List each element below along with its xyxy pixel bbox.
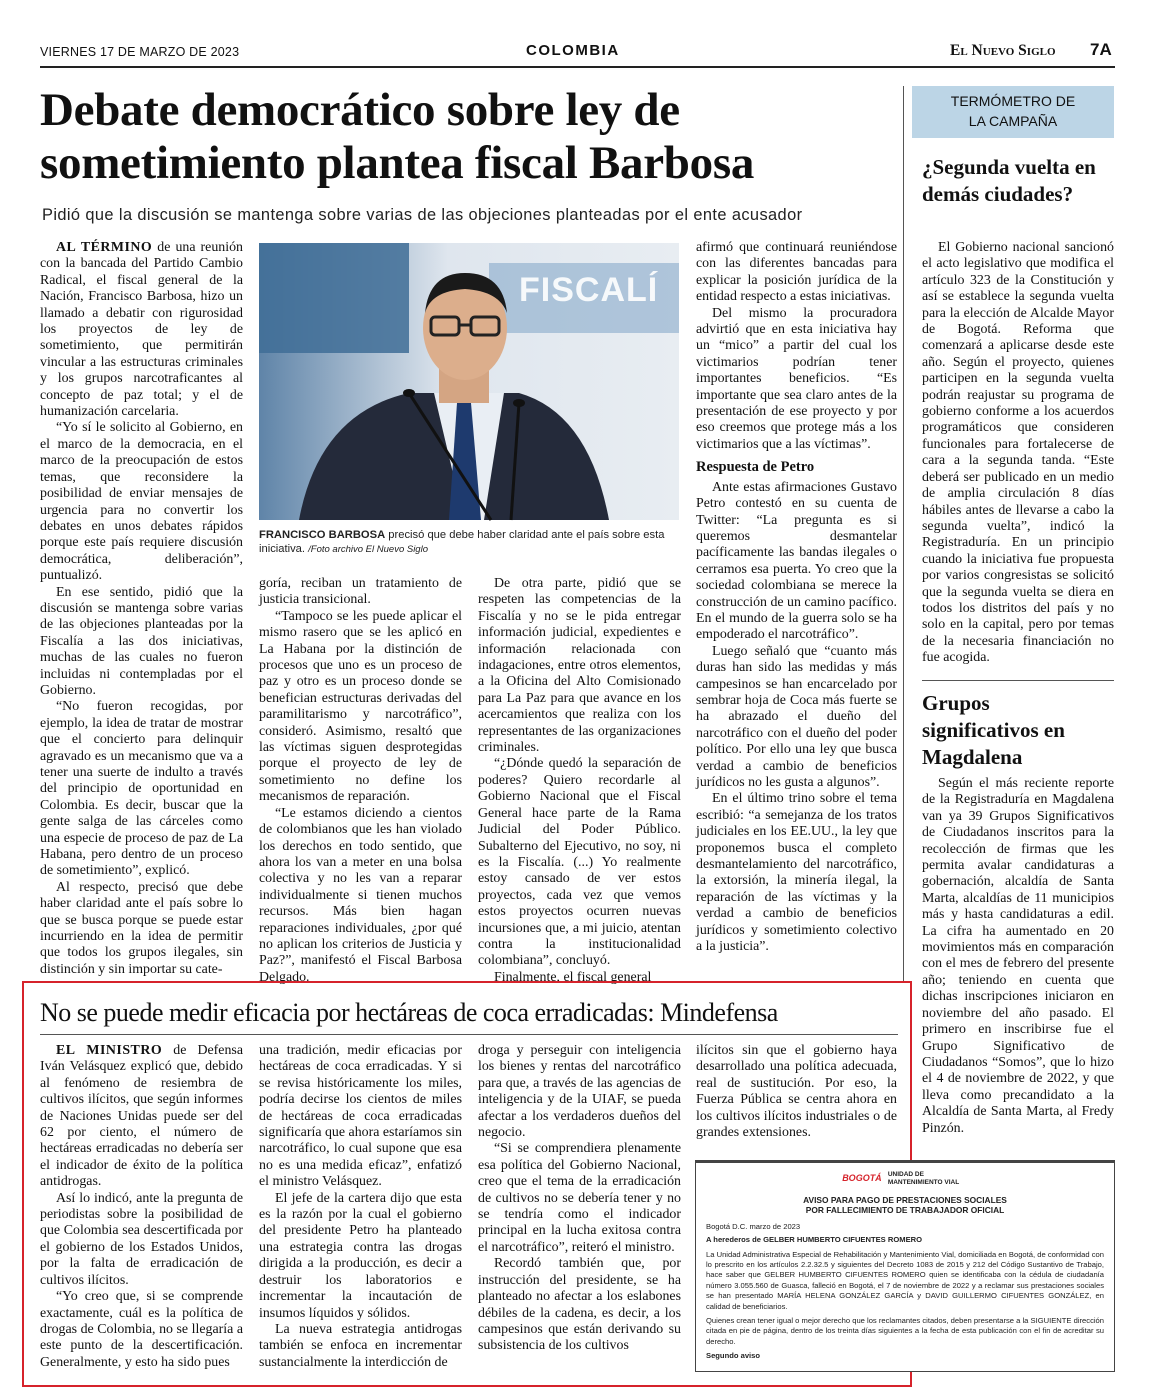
- paragraph: En ese sentido, pidió que la discusión se mantenga sobre varias de las objeciones planteadas por la Fiscalía a las dos iniciativas, muchas de las cuales no fueron incluidas ni contempladas por el Gobierno.: [40, 584, 243, 698]
- article-photo: [259, 243, 679, 520]
- article2-rule: [40, 1034, 898, 1035]
- section-subhead: Respuesta de Petro: [696, 459, 815, 476]
- paragraph: Recordó también que, por instrucción del presidente, se ha planteado no afectar a los eslabones débiles de la cadena, es decir, a los campesinos que están derivando su subsistencia de los cultivos: [478, 1256, 681, 1354]
- paragraph: Ante estas afirmaciones Gustavo Petro contestó en su cuenta de Twitter: “La pregunta es si queremos desmantelar pacíficamente las bandas ilegales o cerramos esa puerta. Yo creo que la sociedad colombiana se merece la construcción de un camino pacífico. En el mundo de la guerra solo se ha empoderado el narcotráfico”.: [696, 479, 897, 643]
- sidebar-tag-text: TERMÓMETRO DE LA CAMPAÑA: [950, 93, 1076, 129]
- article2-column-3: [478, 1043, 681, 1373]
- photo-caption: [259, 528, 679, 557]
- notice-title-1: AVISO PARA PAGO DE PRESTACIONES SOCIALES: [803, 1195, 1007, 1205]
- paragraph: “Yo sí le solicito al Gobierno, en el marco de la democracia, en el marco de la preocupación de estos temas, que reconsidere la posibilidad de enviar mensajes de urgencia para no convertir los debates en unos debates rápidos porque este país requiere discusión democrática, deliberación”, puntualizó.: [40, 420, 243, 584]
- article-lead-word: AL TÉRMINO: [56, 240, 153, 255]
- paragraph: una tradición, medir eficacias por hectáreas de coca erradicadas. Y si se revisa históricamente los miles, podría decirse los cientos de miles de hectáreas de coca erradicadas significaría que ahora estaríamos sin narcotráfico, lo cual supone que esa no es una medida eficaz”, enfatizó el ministro Velásquez.: [259, 1043, 462, 1190]
- section-name: COLOMBIA: [526, 42, 620, 59]
- paragraph: de una reunión con la bancada del Partido Cambio Radical, el fiscal general de la Nación, Francisco Barbosa, hizo un llamado a debatir con rigurosidad los proyectos de ley de sometimiento, que permitirán vincular a las estructuras criminales y los grupos narcotraficantes al concepto de paz total; y el de humanización carcelaria.: [40, 240, 243, 420]
- notice-recipient: A herederos de GELBER HUMBERTO CIFUENTES ROMERO: [706, 1235, 923, 1245]
- article2-headline: No se puede medir eficacia por hectáreas de coca erradicadas: Mindefensa: [40, 998, 778, 1027]
- paragraph: Según el más reciente reporte de la Registraduría en Magdalena van ya 39 Grupos Significativos de Ciudadanos inscritos para la recolección de firmas que les permita avalar candidaturas a gobernación, alcaldía de Santa Marta, alcaldías de 11 municipios más y hasta candidaturas a edil. La cifra ha aumentado en 20 movimientos más en comparación con el mes de febrero del presente año; teniendo en cuenta que dichas inscripciones iniciaron en noviembre del año pasado. El primero en inscribirse fue el Grupo Significativo de Ciudadanos “Somos”, que lo hizo el 4 de noviembre de 2022, y que lleva como precandidato a la Alcaldía de Santa Marta, al Fredy Pinzón.: [922, 776, 1114, 1136]
- notice-footer: Segundo aviso: [706, 1351, 761, 1361]
- sidebar-text-1: [922, 240, 1114, 675]
- paragraph: “No fueron recogidas, por ejemplo, la idea de tratar de mostrar que el concierto para delinquir agravado es un mecanismo que va a tener una suerte de indulto a través del principio de oportunidad en Colombia. Es decir, buscar que la gente salga de las cárceles como una especie de proceso de paz de La Habana, pero dentro de un proceso de sometimiento”, explicó.: [40, 699, 243, 879]
- paragraph: “¿Dónde quedó la separación de poderes? Quiero recordarle al Gobierno Nacional que el Fiscal General hace parte de la Rama Judicial del Poder Público. Subalterno del Ejecutivo, no soy, ni es la Fiscalía. (...) Yo realmente estoy cansado de ver estos proyectos, cada vez que vemos estos proyectos ocurren nuevas incursiones que, a mi juicio, atentan contra la institucionalidad colombiana”, concluyó.: [478, 756, 681, 969]
- legal-notice: [695, 1160, 1115, 1372]
- sidebar-divider: [903, 86, 904, 981]
- article2-lead-word: EL MINISTRO: [56, 1043, 163, 1058]
- sidebar-text-2: [922, 776, 1114, 1136]
- paragraph: afirmó que continuará reuniéndose con las diferentes bancadas para explicar la posición jurídica de la entidad respecto a estas iniciativas.: [696, 240, 897, 305]
- article-column-4: [696, 240, 897, 977]
- paragraph: goría, reciban un tratamiento de justicia transicional.: [259, 576, 462, 608]
- notice-body-2: Quienes crean tener igual o mejor derecho que los reclamantes citados, deben presentarse a la SIGUIENTE dirección citada en pie de página, dentro de los treinta días siguientes a la fecha de esta publicación con el fin de acreditar su derecho.: [706, 1316, 1104, 1346]
- paragraph: “Tampoco se les puede aplicar el mismo rasero que se les aplicó en La Habana por la distinción de procesos que uno es un proceso de paz y otro es un proceso donde se benefician estructuras derivadas del paramilitarismo y narcotráfico”, consideró. Asimismo, resaltó que las víctimas siguen desprotegidas porque el proyecto de ley de sometimiento no define los mecanismos de reparación.: [259, 608, 462, 805]
- headline-line-2: sometimiento plantea fiscal Barbosa: [40, 137, 755, 189]
- paragraph: En el último trino sobre el tema escribió: “a semejanza de los tratos judiciales en los EE.UU., la ley que proponemos busca el completo desmantelamiento del narcotráfico, la extorsión, la minería ilegal, la reparación de las víctimas y la verdad a cambio de beneficios jurídicos y sometimiento colectivo a la justicia”.: [696, 791, 897, 955]
- caption-text: precisó que debe haber claridad ante el país sobre esta iniciativa.: [259, 529, 665, 555]
- caption-name: FRANCISCO BARBOSA: [259, 529, 386, 541]
- paragraph: De otra parte, pidió que se respeten las competencias de la Fiscalía y no se le pida entregar información judicial, expedientes e información relacionada con indagaciones, entre otros elementos, a la Oficina del Alto Comisionado para La Paz para que avance en los acercamientos que realiza con los representantes de las organizaciones criminales.: [478, 576, 681, 756]
- paragraph: ilícitos sin que el gobierno haya desarrollado una política adecuada, real de sustitución. Por eso, la Fuerza Pública se centra ahora en los cultivos ilícitos industriales o de grandes extensiones.: [696, 1043, 897, 1141]
- article-column-1: [40, 240, 243, 975]
- article-column-2: [259, 576, 462, 985]
- paragraph: Finalmente, el fiscal general: [494, 969, 652, 985]
- paragraph: “Si se comprendiera plenamente esa política del Gobierno Nacional, creo que el tema de la erradicación de cultivos no se debería tener y no se tendría como el indicador principal en la lucha exitosa contra el narcotráfico”, reiteró el ministro.: [478, 1141, 681, 1255]
- sidebar-title-2: Grupos significativos en Magdalena: [922, 691, 1065, 769]
- article2-column-1: [40, 1043, 243, 1373]
- sidebar-tag: [912, 86, 1114, 138]
- headline: [40, 84, 900, 190]
- photo-banner-text: FISCALÍ: [519, 271, 659, 309]
- sidebar-title-1: ¿Segunda vuelta en demás ciudades?: [922, 155, 1096, 206]
- newspaper-name: El Nuevo Siglo: [950, 42, 1056, 59]
- paragraph: “Yo creo que, si se comprende exactamente, cuál es la política de drogas de Colombia, no se llegaría a este punto de la descertificación. Generalmente, y esto ha sido pues: [40, 1289, 243, 1370]
- caption-credit: /Foto archivo El Nuevo Siglo: [308, 544, 428, 555]
- paragraph: Del mismo la procuradora advirtió que en esta iniciativa hay un “mico” a partir del cual los victimarios podrían tener importantes beneficios. “Es importante que sea claro antes de la presentación de ese proyecto y por eso creemos que protege más a los victimarios que a las víctimas”.: [696, 305, 897, 452]
- paragraph: “Le estamos diciendo a cientos de colombianos que les han violado los derechos en todo sentido, que ahora los van a meter en una bolsa colectiva y no les van a reparar individualmente si tienen muchos recursos. Más bien hagan reparaciones individuales, ¿por qué no aplican los criterios de Justicia y Paz?”, manifestó el Fiscal Barbosa Delgado.: [259, 805, 462, 985]
- notice-logo: BOGOTÁ: [842, 1173, 882, 1183]
- paragraph: Así lo indicó, ante la pregunta de periodistas sobre la posibilidad de que Colombia sea descertificada por el gobierno de los Estados Unidos, por la falta de erradicación de cultivos ilícitos.: [40, 1190, 243, 1288]
- notice-date: Bogotá D.C. marzo de 2023: [706, 1221, 801, 1231]
- notice-agency: UNIDAD DE MANTENIMIENTO VIAL: [887, 1171, 960, 1186]
- paragraph: droga y perseguir con inteligencia los bienes y rentas del narcotráfico para que, a través de las agencias de inteligencia y de la UIAF, se pueda afectar a los verdaderos dueños del negocio.: [478, 1043, 681, 1141]
- notice-title-2: POR FALLECIMIENTO DE TRABAJADOR OFICIAL: [805, 1205, 1005, 1216]
- paragraph: El Gobierno nacional sancionó el acto legislativo que modifica el artículo 323 de la Constitución y así se establece la segunda vuelta para la elección de Alcalde Mayor de Bogotá. Reforma que comenzará a aplicarse desde este año. Según el proyecto, quienes participen en la segunda vuelta podrán reajustar su programa de gobierno conforme a los acuerdos programáticos que consideren funcionales para fortalecerse de cara a la segunda tanda. “Este deberá ser publicado en un medio de amplia circulación 8 días hábiles antes de llevarse a cabo la segunda vuelta”, indicó la Registraduría. En un principio cuando la iniciativa fue propuesta por varios congresistas se solicitó que la segunda vuelta se diera en todos los distritos del país y no solo en la capital, pero por temas de la necesaria financiación no fue acogida.: [922, 240, 1114, 666]
- page-number: 7A: [1090, 40, 1112, 59]
- subheadline: Pidió que la discusión se mantenga sobre varias de las objeciones planteadas por el ente acusador: [42, 206, 803, 224]
- header-rule: [40, 66, 1115, 68]
- paragraph: El jefe de la cartera dijo que esta es la razón por la cual el gobierno del presidente Petro ha planteado una estrategia contra las drogas dirigida a la producción, es decir a destruir los laboratorios e incrementar la incautación de insumos líquidos y sólidos.: [259, 1190, 462, 1321]
- article2-column-4: [696, 1043, 897, 1143]
- paragraph: La nueva estrategia antidrogas también se enfoca en incrementar sustancialmente la interdicción de: [259, 1321, 462, 1370]
- issue-date: VIERNES 17 DE MARZO DE 2023: [40, 45, 240, 59]
- article-column-3: [478, 576, 681, 985]
- paragraph: Al respecto, precisó que debe haber claridad ante el país sobre lo que se busca porque se puede estar incurriendo en la idea de permitir que todos los grupos ilegales, sin distinción y sin importar su cate-: [40, 879, 243, 977]
- notice-header: [706, 1171, 1104, 1193]
- headline-line-1: Debate democrático sobre ley de: [40, 84, 680, 136]
- sidebar-separator: [922, 680, 1114, 681]
- article2-column-2: [259, 1043, 462, 1373]
- notice-body-1: La Unidad Administrativa Especial de Rehabilitación y Mantenimiento Vial, domiciliada en Bogotá, de conformidad con lo prescrito en los artículos 2.2.32.5 y siguientes del Decreto 1083 de 2015 y 212 del Código Sustantivo de Trabajo, hace saber que GELBER HUMBERTO CIFUENTES ROMERO quien se identificaba con la cédula de ciudadanía número 3.055.560 de Guasca, falleció en Bogotá, el 7 de noviembre de 2022 y a reclamar sus prestaciones sociales se han presentado MARÍA HELENA GONZÁLEZ GARCÍA y DAVID GUILLERMO CIFUENTES GONZÁLEZ, en calidad de beneficiarios.: [706, 1249, 1104, 1311]
- paragraph: Luego señaló que “cuanto más duras han sido las medidas y más campesinos se han encarcelado por sembrar hoja de Coca más fuerte se ha abrazado el dueño del narcotráfico con el dueño del poder político. Por ello una ley que busca verdad a cambio de beneficios jurídicos no les gusta a algunos”.: [696, 643, 897, 790]
- paragraph: de Defensa Iván Velásquez explicó que, debido al fenómeno de resiembra de cultivos ilícitos, que según informes de Naciones Unidas puede ser del 62 por ciento, el número de hectáreas erradicadas no debería ser el indicador de éxito de la política antidrogas.: [40, 1043, 243, 1190]
